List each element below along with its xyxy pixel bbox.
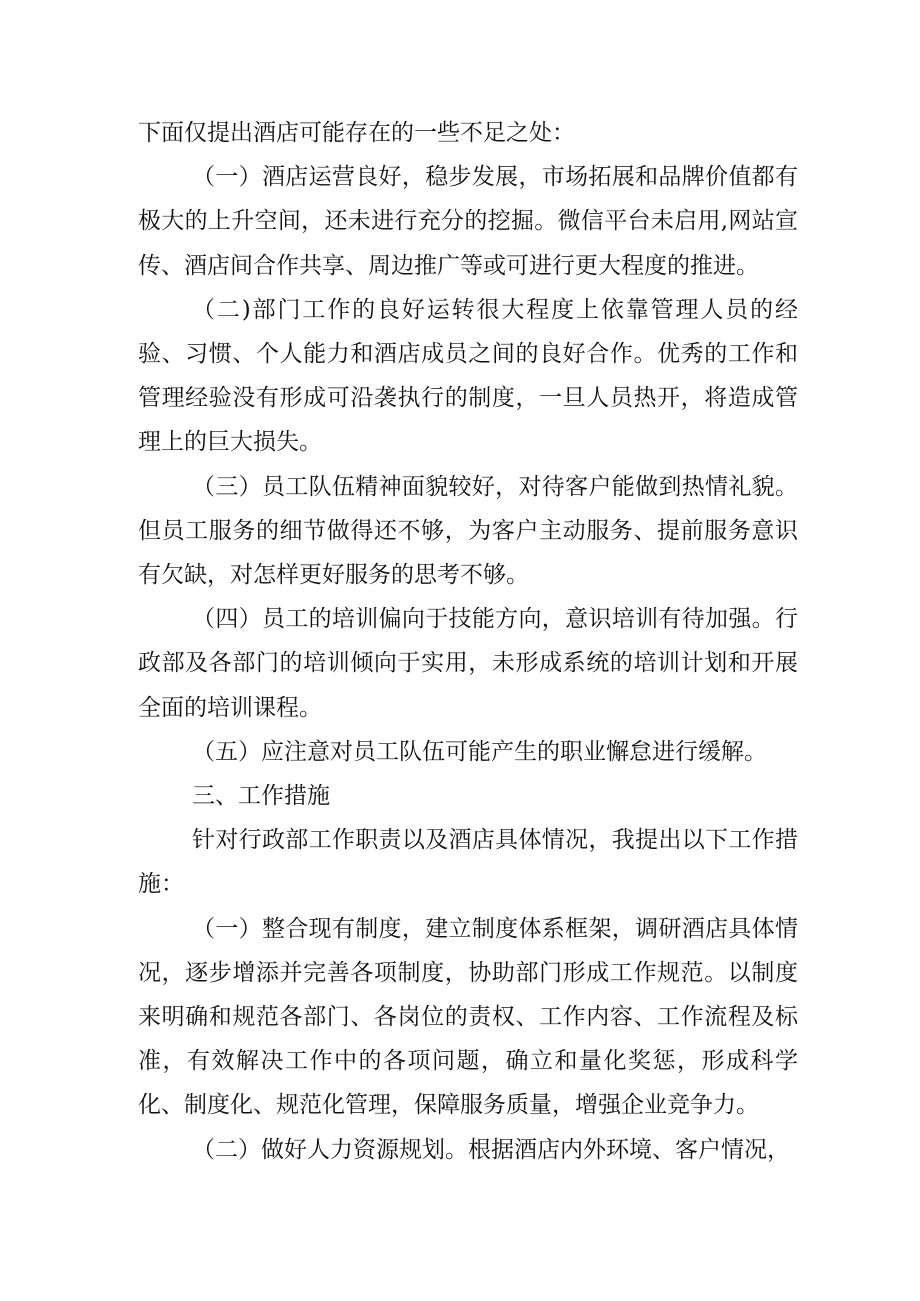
paragraph-measure-2: （二）做好人力资源规划。根据酒店内外环境、客户情况， xyxy=(192,1136,790,1163)
paragraph-intro: 下面仅提出酒店可能存在的一些不足之处： xyxy=(138,120,575,146)
paragraph-measures-intro: 针对行政部工作职责以及酒店具体情况，我提出以下工作措施： xyxy=(138,827,798,898)
paragraph-issue-1: （一）酒店运营良好，稳步发展，市场拓展和品牌价值都有极大的上升空间，还未进行充分的挖掘。微信平台未启用,网站宣传、酒店间合作共享、周边推广等或可进行更大程度的推进。 xyxy=(138,164,798,279)
paragraph-issue-4: （四）员工的培训偏向于技能方向，意识培训有待加强。行政部及各部门的培训倾向于实用，未形成系统的培训计划和开展全面的培训课程。 xyxy=(138,606,798,721)
paragraph-issue-5: （五）应注意对员工队伍可能产生的职业懈怠进行缓解。 xyxy=(192,738,767,765)
document-body xyxy=(138,111,798,1172)
paragraph-measure-1: （一）整合现有制度，建立制度体系框架，调研酒店具体情况，逐步增添并完善各项制度，协助部门形成工作规范。以制度来明确和规范各部门、各岗位的责权、工作内容、工作流程及标准，有效解决工作中的各项问题，确立和量化奖惩，形成科学化、制度化、规范化管理，保障服务质量，增强企业竞争力。 xyxy=(138,915,798,1119)
paragraph-issue-3: （三）员工队伍精神面貌较好，对待客户能做到热情礼貌。但员工服务的细节做得还不够，为客户主动服务、提前服务意识有欠缺，对怎样更好服务的思考不够。 xyxy=(138,473,798,589)
paragraph-issue-2: （二)部门工作的良好运转很大程度上依靠管理人员的经验、习惯、个人能力和酒店成员之间的良好合作。优秀的工作和管理经验没有形成可沿袭执行的制度，一旦人员热开，将造成管理上的巨大损失。 xyxy=(138,296,798,456)
section-heading-measures: 三、工作措施 xyxy=(192,783,330,810)
